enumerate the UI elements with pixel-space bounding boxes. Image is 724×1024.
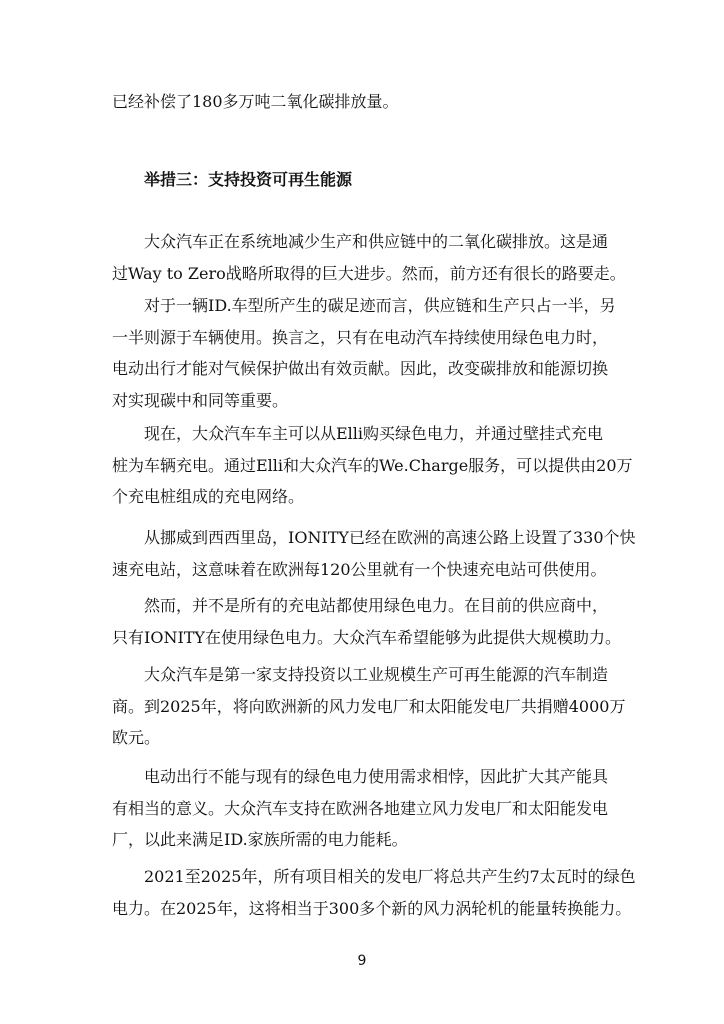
paragraph bbox=[112, 522, 636, 585]
text-line: 电动出行不能与现有的绿色电力使用需求相悖，因此扩大其产能具 bbox=[144, 767, 609, 786]
text-line: 已经补偿了180多万吨二氧化碳排放量。 bbox=[112, 92, 399, 111]
text-line: 从挪威到西西里岛，IONITY已经在欧洲的高速公路上设置了330个快 bbox=[144, 528, 636, 547]
text-line: 厂，以此来满足ID.家族所需的电力能耗。 bbox=[112, 830, 408, 849]
paragraph bbox=[112, 761, 632, 856]
text-line: 商。到2025年，将向欧洲新的风力发电厂和太阳能发电厂共捐赠4000万 bbox=[112, 696, 626, 716]
paragraph bbox=[112, 590, 632, 653]
page-number: 9 bbox=[357, 953, 367, 969]
text-line: 大众汽车是第一家支持投资以工业规模生产可再生能源的汽车制造 bbox=[144, 665, 609, 684]
paragraph bbox=[112, 86, 632, 118]
text-line: 电力。在2025年，这将相当于300多个新的风力涡轮机的能量转换能力。 bbox=[112, 898, 632, 918]
text-line: 速充电站，这意味着在欧洲每120公里就有一个快速充电站可供使用。 bbox=[112, 559, 607, 579]
text-line: 一半则源于车辆使用。换言之，只有在电动汽车持续使用绿色电力时， bbox=[112, 327, 609, 347]
text-line: 大众汽车正在系统地减少生产和供应链中的二氧化碳排放。这是通 bbox=[144, 232, 609, 251]
paragraph bbox=[112, 418, 632, 513]
text-line: 2021至2025年，所有项目相关的发电厂将总共产生约7太瓦时的绿色 bbox=[144, 867, 636, 886]
text-line: 对实现碳中和同等重要。 bbox=[112, 390, 289, 410]
text-line: 只有IONITY在使用绿色电力。大众汽车希望能够为此提供大规模助力。 bbox=[112, 627, 621, 647]
text-line: 桩为车辆充电。通过Elli和大众汽车的We.Charge服务，可以提供由20万 bbox=[112, 455, 633, 475]
text-line: 欧元。 bbox=[112, 728, 161, 747]
text-line: 现在，大众汽车车主可以从Elli购买绿色电力，并通过壁挂式充电 bbox=[144, 424, 604, 443]
text-line: 个充电桩组成的充电网络。 bbox=[112, 487, 305, 506]
section-heading: 举措三：支持投资可再生能源 bbox=[144, 170, 353, 189]
text-line: 电动出行才能对气候保护做出有效贡献。因此，改变碳排放和能源切换 bbox=[112, 359, 609, 378]
paragraph bbox=[112, 861, 636, 924]
text-line: 然而，并不是所有的充电站都使用绿色电力。在目前的供应商中， bbox=[144, 596, 609, 615]
paragraph bbox=[112, 226, 632, 289]
paragraph bbox=[112, 659, 632, 754]
text-line: 有相当的意义。大众汽车支持在欧洲各地建立风力发电厂和太阳能发电 bbox=[112, 798, 609, 818]
text-line: 对于一辆ID.车型所产生的碳足迹而言，供应链和生产只占一半，另 bbox=[144, 296, 616, 315]
text-line: 过Way to Zero战略所取得的巨大进步。然而，前方还有很长的路要走。 bbox=[112, 263, 626, 283]
paragraph bbox=[112, 290, 632, 416]
